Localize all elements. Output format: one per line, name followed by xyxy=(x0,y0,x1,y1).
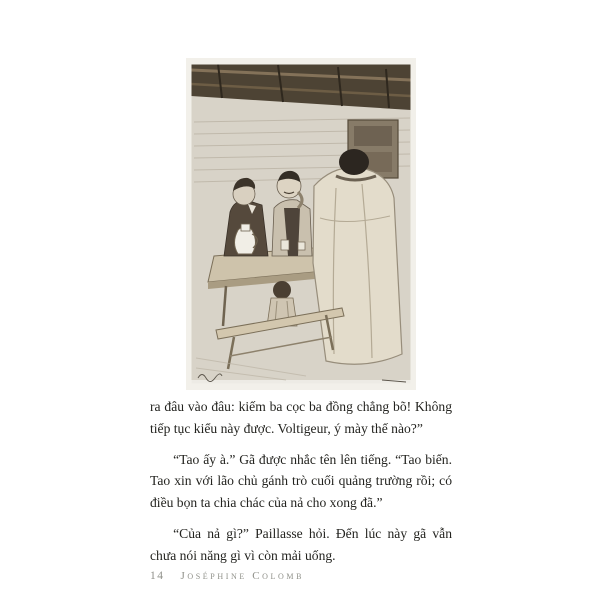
text-block xyxy=(150,396,452,566)
page-number: 14 xyxy=(150,570,165,582)
paragraph-2: “Tao ấy à.” Gã được nhắc tên lên tiếng. “Tao biến. Tao xin với lão chủ gánh trò cuối quảng trường rồi; có điều bọn ta chia chác của nả cho xong đã.” xyxy=(150,451,452,510)
paragraph-1: ra đâu vào đâu: kiếm ba cọc ba đồng chẳng bõ! Không tiếp tục kiểu này được. Voltigeur, ý mày thế nào?” xyxy=(150,399,452,436)
illustration-engraving xyxy=(186,58,416,390)
author-name: Joséphine Colomb xyxy=(180,570,305,582)
paragraph-3: “Của nả gì?” Paillasse hỏi. Đến lúc này gã vẫn chưa nói năng gì vì còn mải uống. xyxy=(150,525,452,563)
page-footer xyxy=(150,570,304,582)
engraving-image xyxy=(186,58,416,390)
